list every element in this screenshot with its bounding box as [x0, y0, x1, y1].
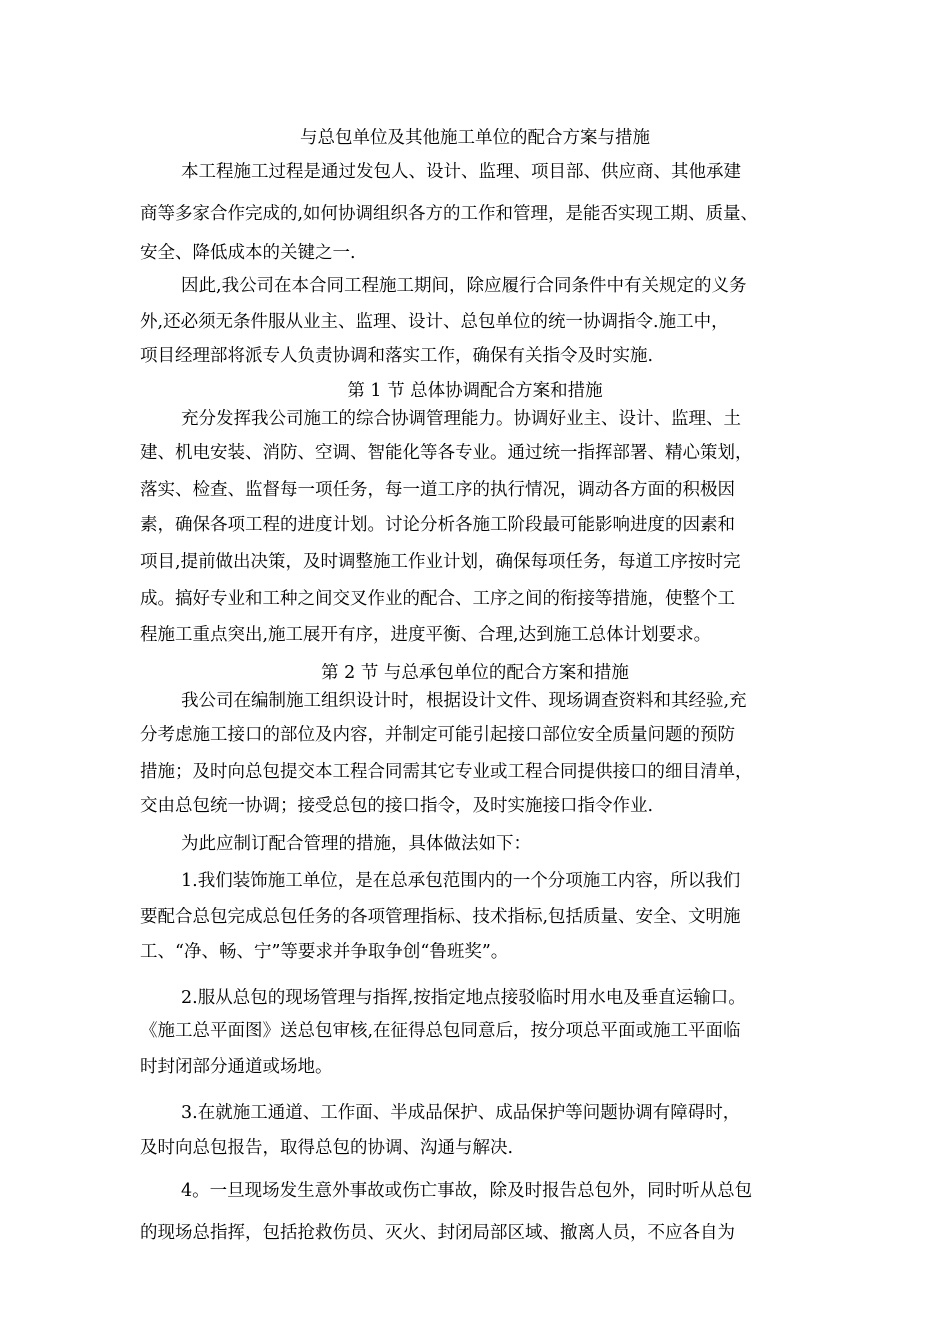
section-heading: 第 2 节 与总承包单位的配合方案和措施 — [321, 663, 629, 683]
paragraph-line: 素，确保各项工程的进度计划。讨论分析各施工阶段最可能影响进度的因素和 — [140, 515, 735, 535]
document-title: 与总包单位及其他施工单位的配合方案与措施 — [300, 128, 650, 148]
paragraph-line: 外,还必须无条件服从业主、监理、设计、总包单位的统一协调指令.施工中， — [140, 312, 729, 332]
paragraph-line: 时封闭部分通道或场地。 — [140, 1057, 333, 1077]
section-heading: 第 1 节 总体协调配合方案和措施 — [347, 381, 603, 401]
paragraph-line: 分考虑施工接口的部位及内容，并制定可能引起接口部位安全质量问题的预防 — [140, 725, 735, 745]
paragraph-line: 成。搞好专业和工种之间交叉作业的配合、工序之间的衔接等措施，使整个工 — [140, 589, 735, 609]
paragraph-line: 建、机电安装、消防、空调、智能化等各专业。通过统一指挥部署、精心策划， — [140, 443, 753, 463]
paragraph-line: 及时向总包报告，取得总包的协调、沟通与解决. — [140, 1138, 514, 1158]
paragraph-line: 交由总包统一协调；接受总包的接口指令，及时实施接口指令作业. — [140, 796, 654, 816]
paragraph-line: 程施工重点突出,施工展开有序，进度平衡、合理,达到施工总体计划要求。 — [140, 625, 712, 645]
paragraph-line: 我公司在编制施工组织设计时，根据设计文件、现场调查资料和其经验,充 — [181, 691, 747, 711]
paragraph-line: 要配合总包完成总包任务的各项管理指标、技术指标,包括质量、安全、文明施 — [140, 907, 741, 927]
paragraph-line: 项目经理部将派专人负责协调和落实工作，确保有关指令及时实施. — [140, 346, 654, 366]
numbered-item: 3.在就施工通道、工作面、半成品保护、成品保护等问题协调有障碍时， — [181, 1103, 741, 1123]
paragraph-line: 安全、降低成本的关键之一. — [140, 243, 356, 263]
paragraph-line: 的现场总指挥，包括抢救伤员、灭火、封闭局部区域、撤离人员，不应各自为 — [140, 1223, 735, 1243]
paragraph-line: 工、“净、畅、宁”等要求并争取争创“鲁班奖”。 — [140, 942, 509, 962]
paragraph-line: 充分发挥我公司施工的综合协调管理能力。协调好业主、设计、监理、土 — [181, 409, 741, 429]
numbered-item: 4。一旦现场发生意外事故或伤亡事故，除及时报告总包外，同时听从总包 — [181, 1181, 753, 1201]
paragraph-line: 本工程施工过程是通过发包人、设计、监理、项目部、供应商、其他承建 — [181, 162, 741, 182]
paragraph-line: 《施工总平面图》送总包审核,在征得总包同意后，按分项总平面或施工平面临 — [140, 1021, 741, 1041]
paragraph-line: 项目,提前做出决策，及时调整施工作业计划，确保每项任务，每道工序按时完 — [140, 552, 741, 572]
numbered-item: 1.我们装饰施工单位，是在总承包范围内的一个分项施工内容，所以我们 — [181, 871, 741, 891]
paragraph-line: 因此,我公司在本合同工程施工期间，除应履行合同条件中有关规定的义务 — [181, 276, 747, 296]
paragraph-line: 落实、检查、监督每一项任务，每一道工序的执行情况，调动各方面的积极因 — [140, 480, 735, 500]
paragraph-line: 措施；及时向总包提交本工程合同需其它专业或工程合同提供接口的细目清单， — [140, 762, 753, 782]
paragraph-line: 商等多家合作完成的,如何协调组织各方的工作和管理，是能否实现工期、质量、 — [140, 204, 759, 224]
paragraph-line: 为此应制订配合管理的措施，具体做法如下： — [181, 834, 531, 854]
numbered-item: 2.服从总包的现场管理与指挥,按指定地点接驳临时用水电及垂直运输口。 — [181, 988, 746, 1008]
